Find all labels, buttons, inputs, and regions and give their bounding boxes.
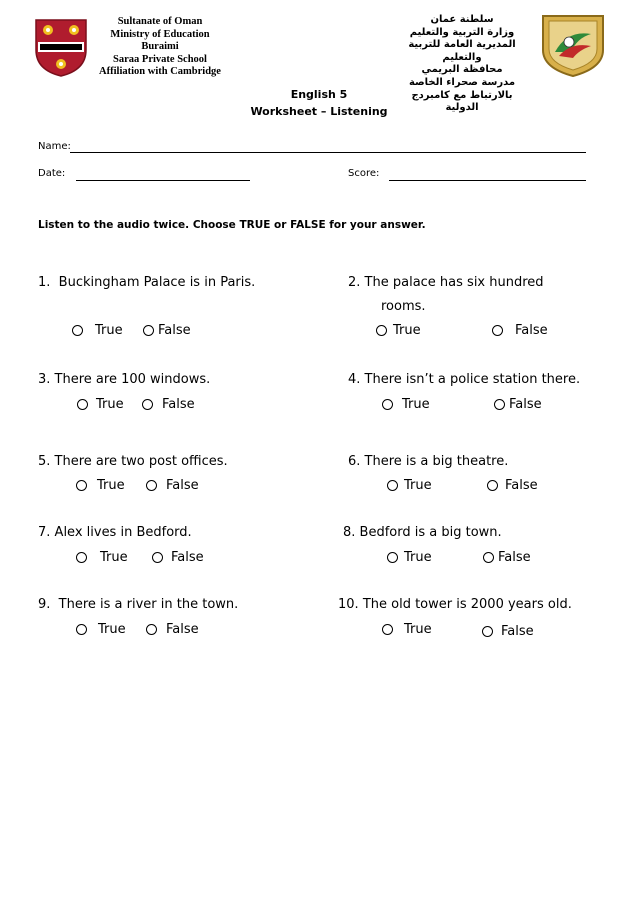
option-label: False <box>498 550 531 565</box>
worksheet-title: English 5 <box>290 88 348 101</box>
question-number: 7. <box>38 525 51 540</box>
header-line: مدرسة صحراء الخاصة <box>408 76 516 88</box>
q1-true-option[interactable] <box>72 323 123 338</box>
question-text: Bedford is a big town. <box>359 525 502 540</box>
q5-true-option[interactable] <box>76 478 125 493</box>
option-label: False <box>171 550 204 565</box>
question-number: 8. <box>343 525 356 540</box>
q10-true-option[interactable] <box>382 622 432 637</box>
question-1 <box>38 275 255 290</box>
question-text: The palace has six hundred <box>364 275 544 290</box>
question-3 <box>38 372 210 387</box>
radio-circle-icon[interactable] <box>76 552 87 563</box>
option-label: False <box>515 323 548 338</box>
radio-circle-icon[interactable] <box>482 626 493 637</box>
header-line: محافظة البريمي <box>421 64 503 76</box>
header-line: Sultanate of Oman <box>117 16 203 27</box>
question-2 <box>348 275 544 290</box>
question-text: There isn’t a police station there. <box>364 372 581 387</box>
q4-false-option[interactable] <box>494 397 542 412</box>
name-input-line[interactable] <box>70 152 586 153</box>
question-6 <box>348 454 508 469</box>
header-line: Affiliation with Cambridge <box>99 66 221 78</box>
option-label: True <box>404 478 432 493</box>
option-label: True <box>95 323 123 338</box>
question-text: Buckingham Palace is in Paris. <box>58 275 256 290</box>
option-label: False <box>505 478 538 493</box>
option-label: True <box>402 397 430 412</box>
header-line: بالارتباط مع كامبردج الدولية <box>411 89 513 114</box>
option-label: True <box>97 478 125 493</box>
question-number: 2. <box>348 275 361 290</box>
score-input-line[interactable] <box>389 180 586 181</box>
radio-circle-icon[interactable] <box>152 552 163 563</box>
question-text: There are 100 windows. <box>54 372 211 387</box>
q3-false-option[interactable] <box>142 397 195 412</box>
header-line: سلطنة عمان <box>430 14 494 25</box>
q8-true-option[interactable] <box>387 550 432 565</box>
q5-false-option[interactable] <box>146 478 199 493</box>
radio-circle-icon[interactable] <box>382 624 393 635</box>
radio-circle-icon[interactable] <box>142 399 153 410</box>
q2-true-option[interactable] <box>376 323 421 338</box>
school-crest-logo <box>34 18 88 78</box>
question-number: 4. <box>348 372 361 387</box>
radio-circle-icon[interactable] <box>146 624 157 635</box>
question-number: 5. <box>38 454 51 469</box>
q6-false-option[interactable] <box>487 478 538 493</box>
option-label: True <box>96 397 124 412</box>
option-label: False <box>166 478 199 493</box>
question-7 <box>38 525 192 540</box>
date-label: Date: <box>38 168 66 179</box>
option-label: True <box>393 323 421 338</box>
question-8 <box>343 525 502 540</box>
q3-true-option[interactable] <box>77 397 124 412</box>
question-text: The old tower is 2000 years old. <box>362 597 572 612</box>
option-label: True <box>100 550 128 565</box>
radio-circle-icon[interactable] <box>382 399 393 410</box>
question-text: Alex lives in Bedford. <box>54 525 192 540</box>
q9-true-option[interactable] <box>76 622 126 637</box>
header-line: المديرية العامة للتربية والتعليم <box>408 39 516 63</box>
q8-false-option[interactable] <box>483 550 531 565</box>
option-label: True <box>404 550 432 565</box>
question-5 <box>38 454 228 469</box>
q4-true-option[interactable] <box>382 397 430 412</box>
radio-circle-icon[interactable] <box>494 399 505 410</box>
name-label: Name: <box>38 141 71 152</box>
option-label: True <box>404 622 432 637</box>
radio-circle-icon[interactable] <box>376 325 387 336</box>
question-2-continued: rooms. <box>381 299 426 314</box>
question-number: 6. <box>348 454 361 469</box>
worksheet-subtitle: Worksheet – Listening <box>250 105 388 118</box>
question-text: There is a big theatre. <box>364 454 509 469</box>
header-line: Buraimi <box>141 41 179 53</box>
radio-circle-icon[interactable] <box>483 552 494 563</box>
radio-circle-icon[interactable] <box>76 480 87 491</box>
q7-false-option[interactable] <box>152 550 204 565</box>
school-header-english <box>92 16 228 79</box>
question-10 <box>338 597 572 612</box>
q6-true-option[interactable] <box>387 478 432 493</box>
q7-true-option[interactable] <box>76 550 128 565</box>
q9-false-option[interactable] <box>146 622 199 637</box>
option-label: False <box>158 323 191 338</box>
radio-circle-icon[interactable] <box>77 399 88 410</box>
question-number: 10. <box>338 597 359 612</box>
radio-circle-icon[interactable] <box>146 480 157 491</box>
radio-circle-icon[interactable] <box>387 480 398 491</box>
school-emblem-logo <box>537 12 609 78</box>
radio-circle-icon[interactable] <box>487 480 498 491</box>
radio-circle-icon[interactable] <box>492 325 503 336</box>
option-label: True <box>98 622 126 637</box>
question-9 <box>38 597 238 612</box>
header-line: وزارة التربية والتعليم <box>409 26 515 38</box>
q1-false-option[interactable] <box>143 323 191 338</box>
q10-false-option[interactable] <box>482 624 534 639</box>
question-number: 3. <box>38 372 51 387</box>
question-text: There are two post offices. <box>54 454 228 469</box>
header-line: Ministry of Education <box>110 28 210 40</box>
instructions: Listen to the audio twice. Choose TRUE or FALSE for your answer. <box>38 219 426 231</box>
q2-false-option[interactable] <box>492 323 548 338</box>
question-4 <box>348 372 580 387</box>
date-input-line[interactable] <box>76 180 250 181</box>
radio-circle-icon[interactable] <box>76 624 87 635</box>
question-number: 9. <box>38 597 51 612</box>
option-label: False <box>509 397 542 412</box>
option-label: False <box>501 624 534 639</box>
option-label: False <box>162 397 195 412</box>
radio-circle-icon[interactable] <box>72 325 83 336</box>
score-label: Score: <box>348 168 380 179</box>
question-text: There is a river in the town. <box>58 597 239 612</box>
radio-circle-icon[interactable] <box>387 552 398 563</box>
question-number: 1. <box>38 275 51 290</box>
radio-circle-icon[interactable] <box>143 325 154 336</box>
header-line: Saraa Private School <box>113 53 207 65</box>
option-label: False <box>166 622 199 637</box>
